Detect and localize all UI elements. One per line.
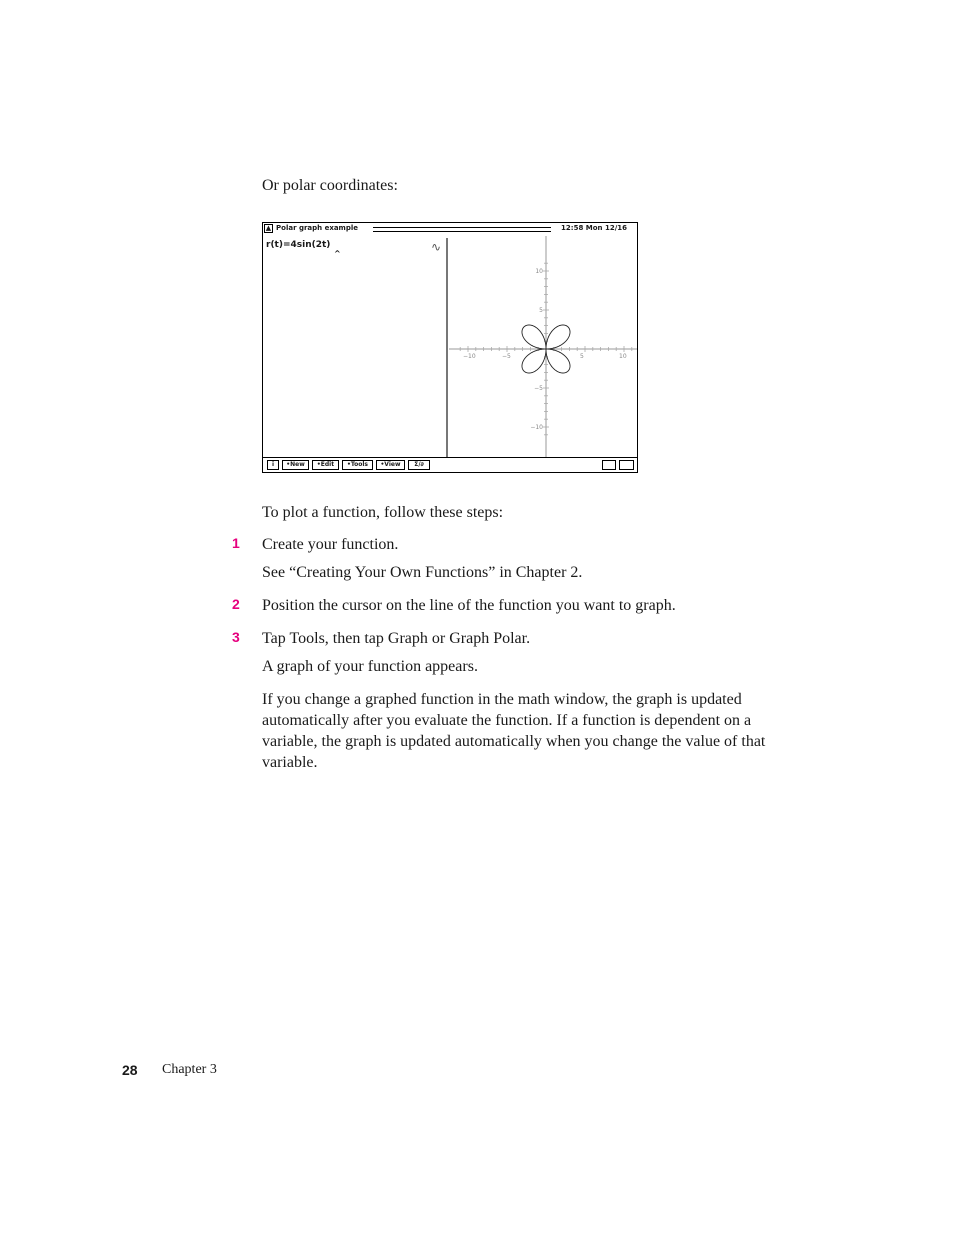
calc-button[interactable]: Σ/∂ <box>408 460 430 470</box>
close-box-icon[interactable]: ▲ <box>265 224 272 232</box>
pane-divider[interactable] <box>446 238 448 457</box>
step-1-note: See “Creating Your Own Functions” in Chapter 2. <box>262 564 583 581</box>
steps-intro: To plot a function, follow these steps: <box>262 504 504 521</box>
step-number-3: 3 <box>232 629 240 645</box>
view-button[interactable]: •View <box>376 460 405 470</box>
title-rule <box>373 227 551 232</box>
step-2-text: Position the cursor on the line of the function you want to graph. <box>262 597 676 614</box>
step-3-text: Tap Tools, then tap Graph or Graph Polar. <box>262 630 531 647</box>
calculator-screenshot <box>262 222 638 473</box>
insertion-caret: ^ <box>334 249 341 258</box>
chapter-label: Chapter 3 <box>162 1062 217 1077</box>
edit-button[interactable]: •Edit <box>312 460 339 470</box>
folder-icon[interactable] <box>602 460 616 470</box>
function-line[interactable]: r(t)=4sin(2t) <box>266 240 331 250</box>
page-number: 28 <box>122 1062 138 1078</box>
clock: 12:58 Mon 12/16 <box>561 224 627 232</box>
keyboard-icon[interactable] <box>619 460 634 470</box>
y-tick-label: 10 <box>535 268 543 275</box>
info-button[interactable]: i <box>267 460 279 470</box>
tools-button[interactable]: •Tools <box>342 460 373 470</box>
closing-paragraph: If you change a graphed function in the math window, the graph is updated automatically after you evaluate the function. If a function is dependent on a variable, the graph is updated automatically when you change the value of that variable. <box>262 691 766 771</box>
intro-text: Or polar coordinates: <box>262 177 398 194</box>
step-number-1: 1 <box>232 535 240 551</box>
title-bar <box>263 223 637 235</box>
step-3-note: A graph of your function appears. <box>262 658 478 675</box>
step-1-text: Create your function. <box>262 536 399 553</box>
y-tick-label: 5 <box>539 307 543 314</box>
graph-mode-icon[interactable]: ∿ <box>431 240 442 254</box>
new-button[interactable]: •New <box>282 460 309 470</box>
toolbar <box>263 457 637 472</box>
y-tick-label: −5 <box>534 385 543 392</box>
step-number-2: 2 <box>232 596 240 612</box>
window-title: Polar graph example <box>276 224 359 232</box>
x-tick-label: −5 <box>502 353 511 360</box>
x-tick-label: −10 <box>463 353 476 360</box>
x-tick-label: 5 <box>580 353 584 360</box>
y-tick-label: −10 <box>530 424 543 431</box>
polar-graph <box>449 236 637 458</box>
x-tick-label: 10 <box>619 353 627 360</box>
